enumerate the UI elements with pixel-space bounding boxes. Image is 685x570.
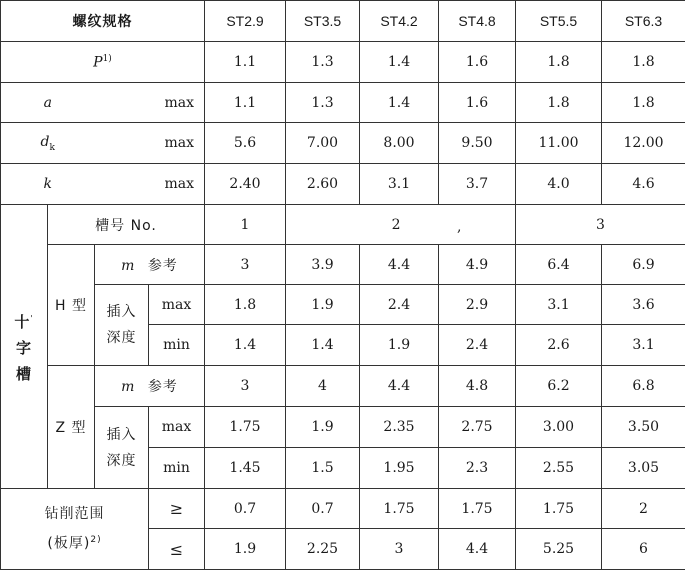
cell: 4.8 bbox=[439, 366, 516, 407]
cell: 5.25 bbox=[516, 529, 602, 570]
dk-symbol: d bbox=[41, 134, 50, 150]
cell: 1.6 bbox=[439, 83, 516, 123]
le-symbol: ≤ bbox=[149, 529, 205, 570]
cell: 2.60 bbox=[286, 164, 360, 205]
pitch-footnote: 1) bbox=[103, 54, 112, 64]
cell: 2.40 bbox=[205, 164, 286, 205]
cell: 1.1 bbox=[205, 42, 286, 83]
cell: 4.6 bbox=[602, 164, 685, 205]
h-m-row bbox=[1, 245, 685, 285]
cell: 0.7 bbox=[286, 489, 360, 529]
cell: 3.6 bbox=[602, 285, 685, 325]
z-max-row bbox=[1, 407, 685, 448]
cell: 9.50 bbox=[439, 123, 516, 164]
cell: 4.4 bbox=[439, 529, 516, 570]
header-row bbox=[1, 1, 685, 42]
cell: 1.75 bbox=[360, 489, 439, 529]
cell: 1.75 bbox=[439, 489, 516, 529]
cell: 3.1 bbox=[360, 164, 439, 205]
cell: 4.4 bbox=[360, 366, 439, 407]
z-m-symbol: m bbox=[121, 379, 134, 395]
a-symbol: a bbox=[1, 83, 95, 123]
cell: 4 bbox=[286, 366, 360, 407]
dk-label bbox=[1, 123, 95, 164]
k-row bbox=[1, 164, 685, 205]
ge-symbol: ≥ bbox=[149, 489, 205, 529]
cell: 11.00 bbox=[516, 123, 602, 164]
a-row bbox=[1, 83, 685, 123]
cell: 0.7 bbox=[205, 489, 286, 529]
dk-row bbox=[1, 123, 685, 164]
cell: 1.8 bbox=[205, 285, 286, 325]
z-depth-label bbox=[95, 407, 149, 489]
z-type-label: Z 型 bbox=[48, 366, 95, 489]
size-5: ST5.5 bbox=[516, 1, 602, 42]
cell: 1.4 bbox=[286, 325, 360, 366]
cell: 8.00 bbox=[360, 123, 439, 164]
cell: 1.8 bbox=[602, 83, 685, 123]
cell: 2.55 bbox=[516, 448, 602, 489]
cell: 2.6 bbox=[516, 325, 602, 366]
recess-group-label bbox=[1, 205, 48, 489]
cell: 2.4 bbox=[439, 325, 516, 366]
cell: 1.4 bbox=[360, 42, 439, 83]
cell: 1.8 bbox=[516, 42, 602, 83]
drilling-label bbox=[1, 489, 149, 570]
cell: 3.1 bbox=[602, 325, 685, 366]
recess-number-3: 3 bbox=[516, 205, 685, 245]
recess-mark: ' bbox=[30, 314, 33, 323]
cell: 1.9 bbox=[286, 285, 360, 325]
z-depth-line-1: 插入 bbox=[107, 427, 137, 443]
cell: 4.4 bbox=[360, 245, 439, 285]
pitch-row bbox=[1, 42, 685, 83]
cell: 2.9 bbox=[439, 285, 516, 325]
cell: 2 bbox=[602, 489, 685, 529]
h-m-symbol: m bbox=[121, 258, 134, 274]
cell: 6.4 bbox=[516, 245, 602, 285]
cell: 1.9 bbox=[205, 529, 286, 570]
cell: 2.4 bbox=[360, 285, 439, 325]
cell: 1.9 bbox=[360, 325, 439, 366]
cell: 1.4 bbox=[205, 325, 286, 366]
h-max-label: max bbox=[149, 285, 205, 325]
cell: 1.3 bbox=[286, 83, 360, 123]
a-qualifier: max bbox=[95, 83, 205, 123]
z-m-ref: 参考 bbox=[148, 379, 178, 395]
recess-char-1: 十 bbox=[14, 313, 30, 331]
cell: 1.8 bbox=[602, 42, 685, 83]
drilling-label-line-1: 钻削范围 bbox=[45, 506, 105, 522]
recess-number-label: 槽号 No. bbox=[48, 205, 205, 245]
cell: 7.00 bbox=[286, 123, 360, 164]
cell: 6.8 bbox=[602, 366, 685, 407]
comma-mark: , bbox=[457, 219, 461, 235]
cell: 3.1 bbox=[516, 285, 602, 325]
cell: 1.75 bbox=[205, 407, 286, 448]
cell: 1.75 bbox=[516, 489, 602, 529]
h-m-label bbox=[95, 245, 205, 285]
cell: 3 bbox=[205, 366, 286, 407]
k-qualifier: max bbox=[95, 164, 205, 205]
cell: 6.9 bbox=[602, 245, 685, 285]
cell: 1.45 bbox=[205, 448, 286, 489]
drilling-label-line-2: (板厚) bbox=[47, 536, 90, 552]
z-max-label: max bbox=[149, 407, 205, 448]
cell: 3.50 bbox=[602, 407, 685, 448]
cell: 3.7 bbox=[439, 164, 516, 205]
cell: 2.75 bbox=[439, 407, 516, 448]
z-m-label bbox=[95, 366, 205, 407]
h-max-row bbox=[1, 285, 685, 325]
drilling-ge-row bbox=[1, 489, 685, 529]
z-depth-line-2: 深度 bbox=[107, 453, 137, 469]
pitch-symbol: P bbox=[93, 54, 102, 70]
cell: 6 bbox=[602, 529, 685, 570]
drilling-footnote: 2) bbox=[90, 535, 101, 545]
cell: 6.2 bbox=[516, 366, 602, 407]
cell: 12.00 bbox=[602, 123, 685, 164]
cell: 4.0 bbox=[516, 164, 602, 205]
cell: 1.6 bbox=[439, 42, 516, 83]
pitch-label bbox=[1, 42, 205, 83]
cell: 2.35 bbox=[360, 407, 439, 448]
size-2: ST3.5 bbox=[286, 1, 360, 42]
dk-qualifier: max bbox=[95, 123, 205, 164]
z-min-label: min bbox=[149, 448, 205, 489]
size-6: ST6.3 bbox=[602, 1, 685, 42]
cell: 4.9 bbox=[439, 245, 516, 285]
recess-number-2 bbox=[286, 205, 516, 245]
h-min-label: min bbox=[149, 325, 205, 366]
k-symbol: k bbox=[1, 164, 95, 205]
h-depth-label bbox=[95, 285, 149, 366]
h-type-label: H 型 bbox=[48, 245, 95, 366]
size-3: ST4.2 bbox=[360, 1, 439, 42]
h-depth-line-1: 插入 bbox=[107, 304, 137, 320]
cell: 1.5 bbox=[286, 448, 360, 489]
recess-number-row bbox=[1, 205, 685, 245]
cell: 1.1 bbox=[205, 83, 286, 123]
z-m-row bbox=[1, 366, 685, 407]
recess-char-3: 槽 bbox=[16, 365, 32, 383]
cell: 5.6 bbox=[205, 123, 286, 164]
cell: 1.95 bbox=[360, 448, 439, 489]
cell: 2.3 bbox=[439, 448, 516, 489]
size-4: ST4.8 bbox=[439, 1, 516, 42]
cell: 1.3 bbox=[286, 42, 360, 83]
cell: 2.25 bbox=[286, 529, 360, 570]
recess-char-2: 字 bbox=[16, 339, 32, 357]
cell: 3 bbox=[360, 529, 439, 570]
cell: 3 bbox=[205, 245, 286, 285]
cell: 1.9 bbox=[286, 407, 360, 448]
h-m-ref: 参考 bbox=[148, 258, 178, 274]
h-depth-line-2: 深度 bbox=[107, 330, 137, 346]
size-1: ST2.9 bbox=[205, 1, 286, 42]
cell: 3.05 bbox=[602, 448, 685, 489]
recess-number-2-text: 2 bbox=[392, 217, 401, 233]
cell: 3.9 bbox=[286, 245, 360, 285]
recess-number-1: 1 bbox=[205, 205, 286, 245]
spec-label: 螺纹规格 bbox=[1, 1, 205, 42]
cell: 1.4 bbox=[360, 83, 439, 123]
cell: 3.00 bbox=[516, 407, 602, 448]
cell: 1.8 bbox=[516, 83, 602, 123]
dk-subscript: k bbox=[50, 142, 55, 152]
